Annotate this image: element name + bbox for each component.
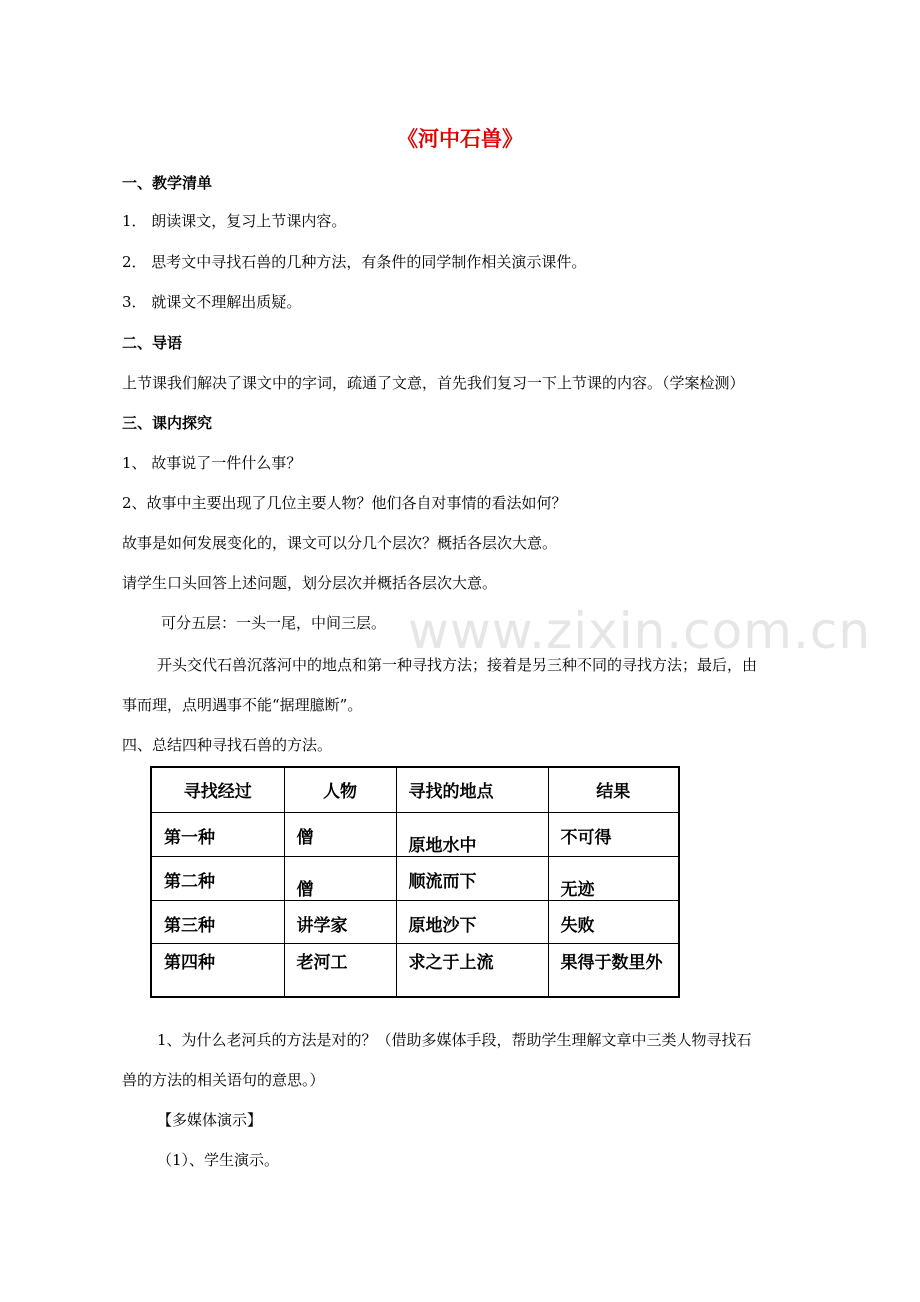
table-cell: 讲学家: [284, 900, 396, 943]
inquiry-question-2: 2、故事中主要出现了几位主要人物？他们各自对事情的看法如何？: [122, 494, 567, 512]
table-cell-text: 无迹: [560, 879, 595, 900]
table-cell: [548, 856, 679, 900]
section-heading-intro: 二、导语: [122, 334, 183, 352]
section-heading-checklist: 一、教学清单: [122, 174, 213, 192]
table-cell: 失败: [548, 900, 679, 943]
inquiry-instruction: 请学生口头回答上述问题，划分层次并概括各层次大意。: [122, 574, 498, 592]
answer-layers: 可分五层：一头一尾，中间三层。: [161, 614, 387, 632]
table-cell: 第四种: [151, 943, 284, 997]
multimedia-label: 【多媒体演示】: [157, 1111, 263, 1129]
answer-summary-line2: 事而理，点明遇事不能“据理臆断”。: [122, 696, 363, 714]
table-row: [151, 900, 679, 943]
table-cell: [396, 812, 548, 856]
student-demo: （1）、学生演示。: [157, 1151, 280, 1169]
table-header-cell: 寻找的地点: [396, 767, 548, 812]
table-cell: 僧: [284, 812, 396, 856]
methods-table: [150, 766, 680, 998]
table-cell: [284, 856, 396, 900]
table-cell: 顺流而下: [396, 856, 548, 900]
table-cell-text: 僧: [296, 879, 314, 900]
table-header-cell: 结果: [548, 767, 679, 812]
section-heading-summary: 四、总结四种寻找石兽的方法。: [122, 736, 333, 754]
checklist-item-1: 1． 朗读课文，复习上节课内容。: [122, 212, 347, 230]
checklist-item-2: 2． 思考文中寻找石兽的几种方法，有条件的同学制作相关演示课件。: [122, 253, 587, 271]
table-cell-text: 原地水中: [408, 835, 477, 856]
table-cell: 果得于数里外: [548, 943, 679, 997]
table-header-cell: 寻找经过: [151, 767, 284, 812]
table-cell: 第一种: [151, 812, 284, 856]
inquiry-question-1: 1、 故事说了一件什么事？: [122, 454, 302, 472]
table-row: [151, 812, 679, 856]
document-title: 《河中石兽》: [397, 127, 523, 151]
answer-summary-line1: 开头交代石兽沉落河中的地点和第一种寻找方法；接着是另三种不同的寻找方法；最后，由: [157, 656, 758, 674]
question-line2: 兽的方法的相关语句的意思。）: [122, 1071, 325, 1089]
table-row: [151, 943, 679, 997]
table-cell: 原地沙下: [396, 900, 548, 943]
section-heading-inquiry: 三、课内探究: [122, 414, 213, 432]
intro-paragraph: 上节课我们解决了课文中的字词，疏通了文意，首先我们复习一下上节课的内容。（学案检测）: [122, 374, 745, 392]
inquiry-question-3: 故事是如何发展变化的，课文可以分几个层次？概括各层次大意。: [122, 534, 558, 552]
question-line1: 1、为什么老河兵的方法是对的？（借助多媒体手段，帮助学生理解文章中三类人物寻找石: [157, 1031, 752, 1049]
table-cell: 不可得: [548, 812, 679, 856]
table-cell: 第二种: [151, 856, 284, 900]
table-cell: 第三种: [151, 900, 284, 943]
table-header-cell: 人物: [284, 767, 396, 812]
table-row: [151, 856, 679, 900]
table-cell: 求之于上流: [396, 943, 548, 997]
checklist-item-3: 3． 就课文不理解出质疑。: [122, 293, 302, 311]
watermark: www.zixin.com.cn: [408, 602, 872, 660]
table-cell: 老河工: [284, 943, 396, 997]
table-header-row: [151, 767, 679, 812]
